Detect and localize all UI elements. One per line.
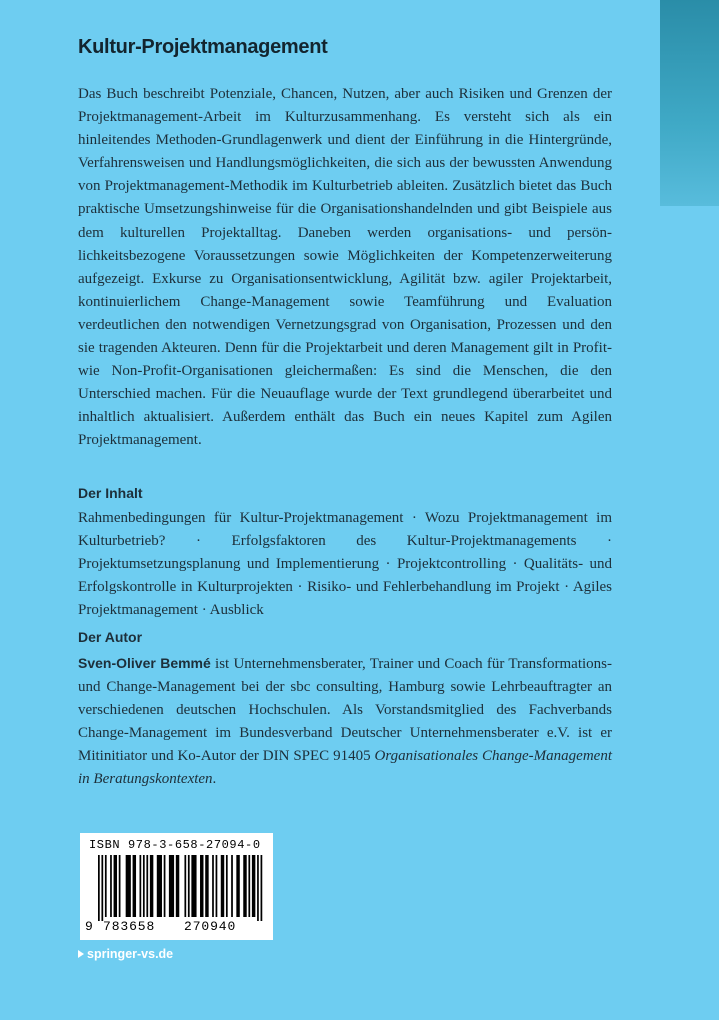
contents-paragraph: Rahmenbedingungen für Kultur-Projektmanagement · Wozu Projektmanagement im Kulturbetrieb? · Erfolgsfaktoren des Kultur-Projektmanagements · Projektumsetzungsplanung und Implementierung · Projektcontrolling · Qualitäts- und Erfolgskontrolle in Kulturprojekten · Risiko- und Fehlerbehandlung im Projekt · Agiles Projektmanagement · Ausblick [78,510,612,619]
barcode-bar [252,855,255,917]
ean-right-digits: 270940 [184,919,237,934]
arrow-right-icon [78,950,84,958]
barcode-bar [191,855,196,917]
ean-first-digit: 9 [85,919,93,934]
barcode-bar [248,855,250,917]
barcode-bar [216,855,218,917]
author-paragraph [78,652,612,792]
isbn-text: ISBN 978-3-658-27094-0 [89,838,261,852]
contents-heading: Der Inhalt [78,485,143,501]
barcode-bar [200,855,203,917]
author-bio-end: . [212,771,217,788]
barcode-bar [205,855,208,917]
author-name: Sven-Oliver Bemmé [78,655,211,671]
barcode-bar [231,855,233,917]
barcode [80,833,273,940]
barcode-bar [110,855,112,917]
barcode-bar [157,855,162,917]
barcode-bar [212,855,214,917]
barcode-bar [236,855,239,917]
barcode-bar [261,855,263,921]
barcode-bar [176,855,179,917]
barcode-bar [257,855,259,921]
accent-band [660,0,719,206]
website-text: springer-vs.de [87,947,174,961]
barcode-bar [243,855,246,917]
barcode-bars [97,855,267,925]
barcode-bar [101,855,103,921]
barcode-bar [98,855,100,921]
barcode-bar [114,855,117,917]
barcode-bar [143,855,145,917]
barcode-bar [150,855,153,917]
author-heading: Der Autor [78,629,143,645]
barcode-bar [188,855,190,917]
description-paragraph: Das Buch beschreibt Potenziale, Chancen, Nutzen, aber auch Risiken und Grenzen der Projektmanagement-Arbeit im Kulturzusammenhang. Es versteht sich als ein hinleitendes Methoden-Grundlagenwerk und dient der Einführung in die Hintergründe, Verfahrensweisen und Handlungsmöglichkeiten, die sich aus der bewussten Anwendung von Projektmanagement-Methodik im Kulturbetrieb ableiten. Zusätzlich bietet das Buch praktische Umsetzungshinweise für die Organisationshandelnden und gibt Beispiele aus dem kulturellen Projektalltag. Daneben werden organisations- und persönlichkeitsbezogene Voraussetzungen sowie Möglichkeiten der Kompetenzerweiterung aufgezeigt. Exkurse zu Organisationsentwicklung, Agilität bzw. agiler Projektarbeit, kontinuierlichem Change-Management sowie Teamführung und Evaluation verdeutlichen den notwendigen Vernetzungsgrad von Organisation, Prozessen und den sie tragenden Akteuren. Denn für die Projektarbeit und deren Management gilt in Profit-wie Non-Profit-Organisationen gleichermaßen: Es sind die Menschen, die den Unterschied machen. Für die Neuauflage wurde der Text grundlegend überarbeitet und inhaltlich aktualisiert. Außerdem enthält das Buch ein neues Kapitel zum Agilen Projektmanagement. [78,86,612,449]
author-bio: ist Unternehmensberater, Trainer und Coach für Transformations- und Change-Management bei der sbc consulting, Hamburg sowie Lehrbeauftragter an verschiedenen deutschen Hochschulen. Als Vorstandsmitglied des Fachverbands Change-Management im Bundesverband Deutscher Unternehmensberater e.V. ist er Mitinitiator und Ko-Autor der DIN SPEC 91405 [78,656,612,765]
barcode-bar [146,855,148,917]
ean-left-digits: 783658 [103,919,156,934]
author-bio-italic: Organisationales Change-Management in Beratungskontexten [78,748,612,788]
barcode-bar [226,855,228,917]
barcode-bar [133,855,136,917]
barcode-bar [221,855,224,917]
barcode-bar [169,855,174,917]
barcode-bar [140,855,142,917]
barcode-bar [119,855,121,917]
book-title: Kultur-Projektmanagement [78,36,328,58]
barcode-bar [164,855,166,917]
barcode-bar [105,855,107,917]
website-link[interactable] [78,947,173,961]
barcode-bar [184,855,186,917]
barcode-bar [126,855,131,917]
